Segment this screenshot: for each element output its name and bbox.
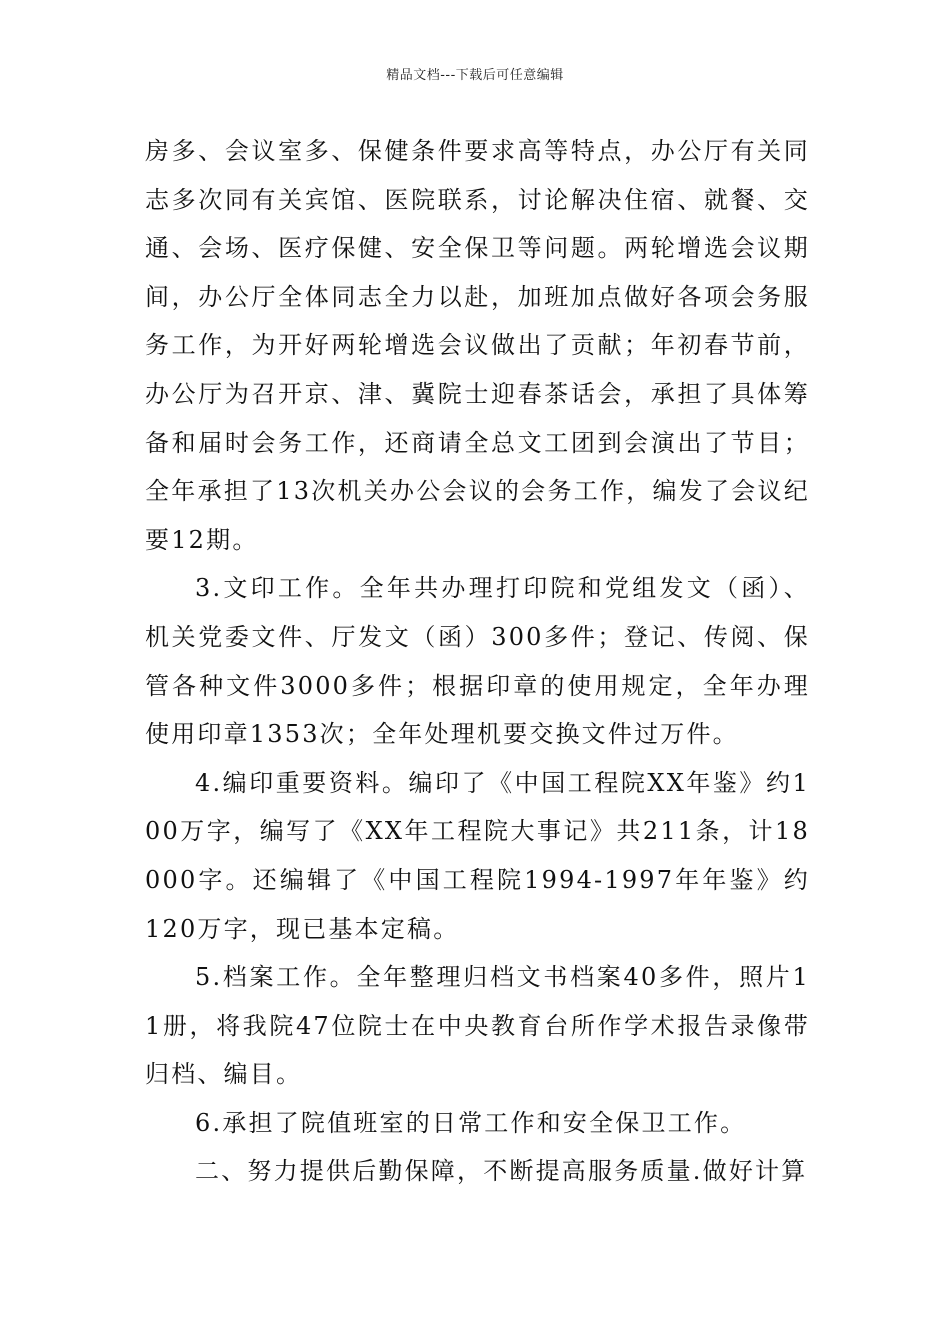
paragraph-3: 4.编印重要资料。编印了《中国工程院XX年鉴》约100万字，编写了《XX年工程院大事记》共211条，计18000字。还编辑了《中国工程院1994-1997年年鉴》约120万字，现已基本定稿。 [145, 768, 810, 943]
paragraph-6: 二、努力提供后勤保障，不断提高服务质量.做好计算 [195, 1157, 808, 1186]
paragraph-4: 5.档案工作。全年整理归档文书档案40多件，照片11册，将我院47位院士在中央教育台所作学术报告录像带归档、编目。 [145, 963, 810, 1089]
document-body [145, 127, 810, 1196]
paragraph-5: 6.承担了院值班室的日常工作和安全保卫工作。 [195, 1108, 747, 1137]
paragraph-2: 3.文印工作。全年共办理打印院和党组发文（函）、机关党委文件、厅发文（函）300多件；登记、传阅、保管各种文件3000多件；根据印章的使用规定，全年办理使用印章1353次；全年处理机要交换文件过万件。 [145, 574, 810, 749]
paragraph-1: 房多、会议室多、保健条件要求高等特点，办公厅有关同志多次同有关宾馆、医院联系，讨论解决住宿、就餐、交通、会场、医疗保健、安全保卫等问题。两轮增选会议期间，办公厅全体同志全力以赴，加班加点做好各项会务服务工作，为开好两轮增选会议做出了贡献；年初春节前，办公厅为召开京、津、冀院士迎春茶话会，承担了具体筹备和届时会务工作，还商请全总文工团到会演出了节目；全年承担了13次机关办公会议的会务工作，编发了会议纪要12期。 [145, 137, 810, 554]
page-header: 精品文档---下载后可任意编辑 [386, 68, 564, 83]
